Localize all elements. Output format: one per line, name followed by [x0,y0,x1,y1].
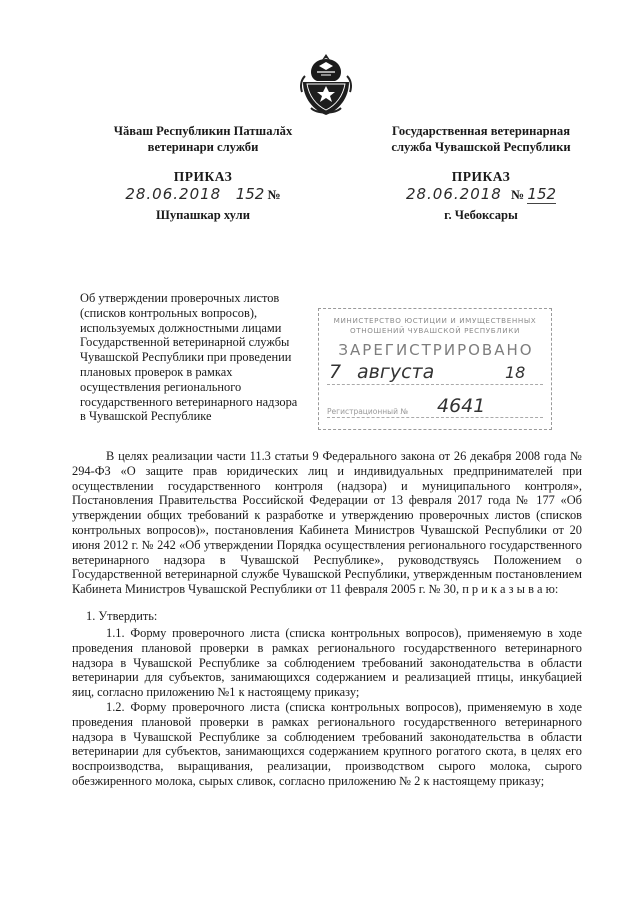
header-right [356,123,606,223]
order-subject: Об утверждении проверочных листов (списков контрольных вопросов), используемых должностными лицами Государственной ветеринарной службы Чувашской Республики при проведении плановых проверок в рамках осуществления регионального государственного ветеринарного надзора в Чувашской Республике [80,291,298,424]
handwritten-date-left: 28.06.2018 [125,185,222,203]
place-right: г. Чебоксары [444,208,518,222]
stamp-reg-label: Регистрационный № [327,407,409,416]
paragraph-approve: 1. Утвердить: [86,609,158,623]
stamp-day: 7 [329,361,342,383]
paragraph-item-1-1: 1.1. Форму проверочного листа (списка контрольных вопросов), применяемую в ходе проведения плановой проверки в рамках регионального государственного ветеринарного надзора в Чувашской Республике за соблюдением требований законодательства в области ветеринарии для субъектов, занимающихся содержанием и реализацией птицы, инкубацией яиц, согласно приложению №1 к настоящему приказу; [72,626,582,700]
stamp-year: 18 [505,363,526,382]
number-sign-left: № [267,187,281,202]
left-org-line1: Чăваш Республикин Патшалăх [113,124,293,138]
header-left [92,123,314,223]
left-org-line2: ветеринари служби [147,140,259,154]
right-org-line2: служба Чувашской Республики [391,140,571,154]
paragraph-item-1-2: 1.2. Форму проверочного листа (списка контрольных вопросов), применяемую в ходе проведения плановой проверки в рамках регионального государственного ветеринарного надзора в Чувашской Республике за соблюдением требований законодательства в области ветеринарии для субъектов, занимающихся содержанием крупного рогатого скота, в целях его воспроизводства, выращивания, реализации, производством сырого молока, сырого обезжиренного молока, сырых сливок, согласно приложению № 2 к настоящему приказу; [72,700,582,788]
stamp-date-line [327,384,543,385]
stamp-header: МИНИСТЕРСТВО ЮСТИЦИИ И ИМУЩЕСТВЕННЫХ ОТНОШЕНИЙ ЧУВАШСКОЙ РЕСПУБЛИКИ [333,316,537,335]
number-sign-right: № [511,187,525,202]
place-left: Шупашкар хули [156,208,250,222]
handwritten-date-right: 28.06.2018 [405,185,502,203]
order-title-right: ПРИКАЗ [451,169,511,184]
paragraph-preamble: В целях реализации части 11.3 статьи 9 Федерального закона от 26 декабря 2008 года № 294-ФЗ «О защите прав юридических лиц и индивидуальных предпринимателей при осуществлении государственного контроля (надзора) и муниципального контроля», Постановления Правительства Российской Федерации от 13 февраля 2017 года № 177 «Об утверждении общих требований к разработке и утверждению проверочных листов (списков контрольных вопросов)», постановления Кабинета Министров Чувашской Республики от 20 июня 2012 г. № 242 «Об утверждении Порядка осуществления регионального государственного ветеринарного надзора в Чувашской Республике», руководствуясь Положением о Государственной ветеринарной службе Чувашской Республики, утвержденным постановлением Кабинета Министров Чувашской Республики от 11 февраля 2005 г. № 30, п р и к а з ы в а ю: [72,449,582,597]
stamp-reg-number: 4641 [437,395,486,417]
stamp-month: августа [357,361,435,383]
order-title-left: ПРИКАЗ [173,169,233,184]
handwritten-number-left: 152 [235,185,265,203]
coat-of-arms-emblem [297,52,355,118]
handwritten-number-right: 152 [527,185,557,203]
stamp-title: ЗАРЕГИСТРИРОВАНО [338,341,534,359]
registration-stamp [318,308,552,430]
stamp-reg-line [327,417,543,418]
right-org-line1: Государственная ветеринарная [391,124,571,138]
